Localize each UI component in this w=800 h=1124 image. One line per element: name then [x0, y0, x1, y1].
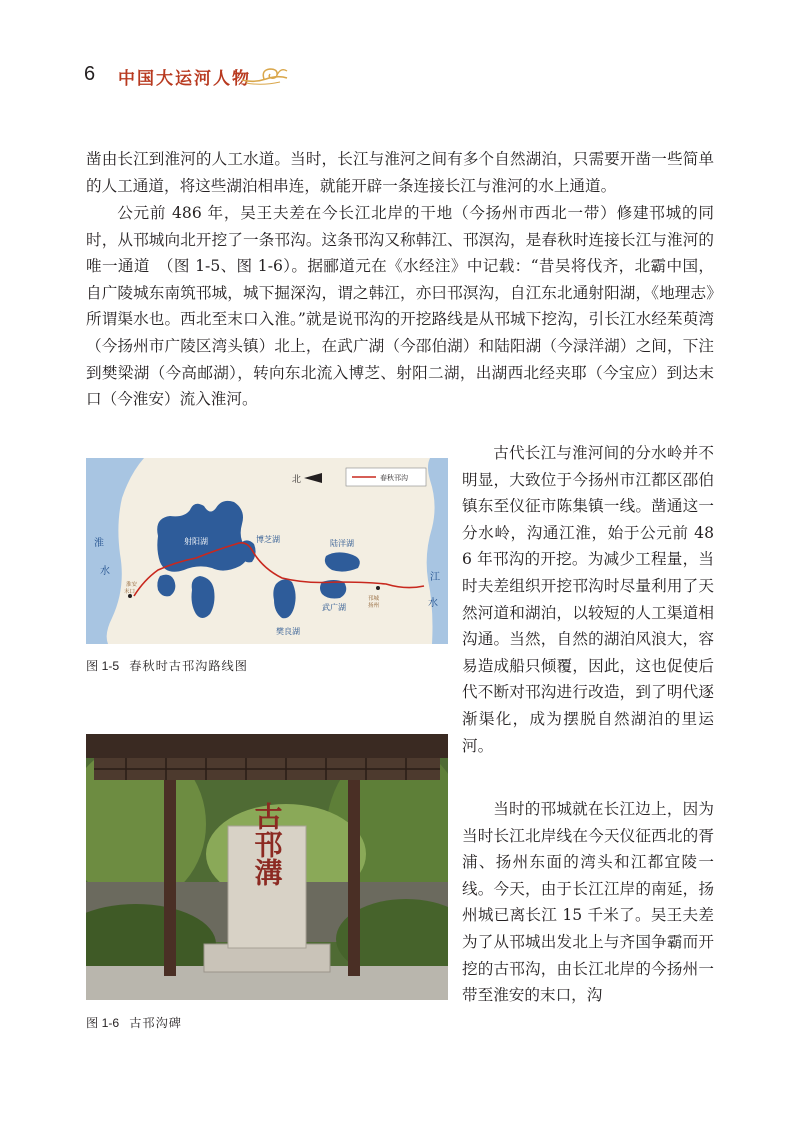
huai-label-2: 水 [100, 566, 110, 577]
stele-photo [86, 734, 448, 1000]
figure-1-6-caption [86, 1014, 182, 1031]
jiang-label-1: 江 [430, 572, 440, 583]
pavilion-pillar [164, 780, 176, 976]
paragraph: 当时的邗城就在长江边上，因为当时长江北岸线在今天仪征西北的胥浦、扬州东面的湾头和江都宜陵一线。今天，由于长江江岸的南延，扬州城已离长江 15 千米了。吴王夫差为了从邗城出发北上与齐国争霸而开挖的古邗沟，由长江北岸的今扬州一带至淮安的末口，沟 [462, 800, 714, 1005]
pavilion-pillar [348, 780, 360, 976]
running-head-title: 中国大运河人物 [118, 69, 251, 89]
stele-inscription: 古邗溝 [250, 802, 284, 886]
mokou-label-1: 淮安 [126, 582, 138, 588]
caption-number: 图 1-5 [86, 659, 120, 673]
paragraph: 古代长江与淮河间的分水岭并不明显，大致位于今扬州市江都区邵伯镇东至仪征市陈集镇一线。凿通这一分水岭，沟通江淮，始于公元前 486 年邗沟的开挖。为减少工程量，当时夫差组织开挖邗沟时尽量利用了天然河道和湖泊，以较短的人工渠道相沟通。当然，自然的湖泊风浪大，容易造成船只倾覆，因此，这也促使后代不断对邗沟进行改造，到了明代逐渐渠化，成为摆脱自然湖泊的里运河。 [462, 444, 714, 755]
hancheng-label-1: 邗城 [368, 596, 380, 602]
figure-1-5-caption [86, 657, 248, 674]
huai-label-1: 淮 [94, 538, 104, 549]
caption-text: 春秋时古邗沟路线图 [129, 659, 248, 673]
paragraph: 公元前 486 年，吴王夫差在今长江北岸的干地（今扬州市西北一带）修建邗城的同时，从邗城向北开挖了一条邗沟。这条邗沟又称韩江、邗溟沟，是春秋时连接长江与淮河的唯一通道 （图 1-5、图 1-6）。据郦道元在《水经注》中记载：“昔吴将伐齐，北霸中国，自广陵城东南筑邗城，城下掘深沟，谓之韩江，亦曰邗溟沟，自江东北通射阳湖，《地理志》所谓渠水也。西北至末口入淮。”就是说邗沟的开挖路线是从邗城下挖沟，引长江水经茱萸湾（今扬州市广陵区湾头镇）北上，在武广湖（今邵伯湖）和陆阳湖（今渌洋湖）之间，下注到樊梁湖（今高邮湖），转向东北流入博芝、射阳二湖，出湖西北经夹耶（今宝应）到达末口（今淮安）流入淮河。 [86, 204, 714, 409]
sheyang-lake-label: 射阳湖 [184, 537, 208, 546]
caption-number: 图 1-6 [86, 1016, 120, 1030]
hancheng-dot [376, 586, 380, 590]
bozhi-lake-label: 博芝湖 [256, 535, 280, 544]
hancheng-label-2: 扬州 [368, 603, 380, 609]
cloud-ornament-icon [240, 64, 290, 86]
legend-label: 春秋邗沟 [380, 474, 408, 482]
mokou-label-2: 末口 [124, 589, 136, 595]
pavilion-roof [86, 734, 448, 758]
figure-stele-photo [86, 734, 448, 1000]
canal-route-map [86, 458, 448, 644]
fanliang-lake-label: 樊良湖 [276, 627, 300, 636]
paragraph: 凿由长江到淮河的人工水道。当时，长江与淮河之间有多个自然湖泊，只需要开凿一些简单的人工通道，将这些湖泊相串连，就能开辟一条连接长江与淮河的水上通道。 [86, 150, 714, 195]
wuguang-lake-label: 武广湖 [322, 603, 346, 612]
page-number: 6 [84, 63, 96, 85]
north-label: 北 [292, 475, 302, 485]
figure-canal-route-map [86, 458, 448, 644]
luyang-lake-label: 陆洋湖 [330, 539, 354, 548]
caption-text: 古邗沟碑 [129, 1016, 182, 1030]
jiang-label-2: 水 [428, 598, 438, 609]
